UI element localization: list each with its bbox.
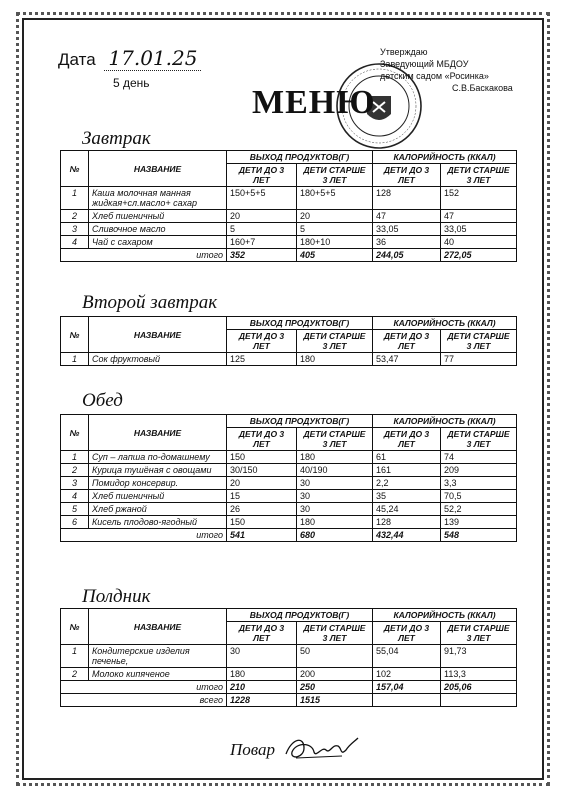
row-num: 1 — [61, 645, 89, 668]
output-under3: 15 — [227, 490, 297, 503]
cook-signature — [282, 732, 362, 766]
calories-under3: 35 — [373, 490, 441, 503]
date-value: 17.01.25 — [104, 46, 201, 71]
row-num: 5 — [61, 503, 89, 516]
dish-name: Молоко кипяченое — [89, 668, 227, 681]
col-under3: ДЕТИ ДО 3 ЛЕТ — [373, 622, 441, 645]
col-over3: ДЕТИ СТАРШЕ 3 ЛЕТ — [297, 330, 373, 353]
total-calories-over3: 205,06 — [441, 681, 517, 694]
col-under3: ДЕТИ ДО 3 ЛЕТ — [373, 164, 441, 187]
col-calories: КАЛОРИЙНОСТЬ (ККАЛ) — [373, 151, 517, 164]
col-calories: КАЛОРИЙНОСТЬ (ККАЛ) — [373, 317, 517, 330]
output-under3: 180 — [227, 668, 297, 681]
approve-line-3: детским садом «Росинка» — [380, 71, 489, 81]
calories-under3: 55,04 — [373, 645, 441, 668]
calories-under3: 53,47 — [373, 353, 441, 366]
total-output-under3: 352 — [227, 249, 297, 262]
row-num: 1 — [61, 187, 89, 210]
grand-total-label: всего — [61, 694, 227, 707]
breakfast-table — [60, 150, 517, 262]
output-over3: 30 — [297, 477, 373, 490]
table-row — [61, 503, 517, 516]
col-over3: ДЕТИ СТАРШЕ 3 ЛЕТ — [297, 622, 373, 645]
output-under3: 20 — [227, 477, 297, 490]
output-over3: 180 — [297, 353, 373, 366]
table-row — [61, 464, 517, 477]
calories-over3: 209 — [441, 464, 517, 477]
table-row — [61, 451, 517, 464]
calories-over3: 113,3 — [441, 668, 517, 681]
total-row — [61, 529, 517, 542]
calories-over3: 47 — [441, 210, 517, 223]
output-under3: 150+5+5 — [227, 187, 297, 210]
total-row — [61, 249, 517, 262]
dish-name: Кондитерские изделия печенье, — [89, 645, 227, 668]
total-calories-under3: 432,44 — [373, 529, 441, 542]
col-num: № — [61, 609, 89, 645]
col-over3: ДЕТИ СТАРШЕ 3 ЛЕТ — [441, 622, 517, 645]
section-title-lunch: Обед — [82, 390, 123, 411]
col-name: НАЗВАНИЕ — [89, 609, 227, 645]
dish-name: Хлеб ржаной — [89, 503, 227, 516]
grand-output-over3: 1515 — [297, 694, 373, 707]
row-num: 4 — [61, 490, 89, 503]
table-row — [61, 210, 517, 223]
row-num: 2 — [61, 668, 89, 681]
col-output: ВЫХОД ПРОДУКТОВ(Г) — [227, 317, 373, 330]
table-row — [61, 490, 517, 503]
dish-name: Чай с сахаром — [89, 236, 227, 249]
table-row — [61, 223, 517, 236]
col-over3: ДЕТИ СТАРШЕ 3 ЛЕТ — [441, 330, 517, 353]
calories-over3: 3,3 — [441, 477, 517, 490]
output-over3: 30 — [297, 503, 373, 516]
col-over3: ДЕТИ СТАРШЕ 3 ЛЕТ — [297, 164, 373, 187]
output-over3: 200 — [297, 668, 373, 681]
calories-under3: 36 — [373, 236, 441, 249]
output-under3: 125 — [227, 353, 297, 366]
col-under3: ДЕТИ ДО 3 ЛЕТ — [227, 164, 297, 187]
calories-over3: 70,5 — [441, 490, 517, 503]
row-num: 2 — [61, 210, 89, 223]
col-name: НАЗВАНИЕ — [89, 317, 227, 353]
col-output: ВЫХОД ПРОДУКТОВ(Г) — [227, 415, 373, 428]
empty-cell — [441, 694, 517, 707]
dish-name: Суп – лапша по-домашнему — [89, 451, 227, 464]
second-breakfast-table — [60, 316, 517, 366]
row-num: 4 — [61, 236, 89, 249]
calories-over3: 52,2 — [441, 503, 517, 516]
col-name: НАЗВАНИЕ — [89, 415, 227, 451]
output-over3: 40/190 — [297, 464, 373, 477]
day-label: 5 день — [113, 76, 150, 90]
output-under3: 20 — [227, 210, 297, 223]
col-output: ВЫХОД ПРОДУКТОВ(Г) — [227, 609, 373, 622]
table-row — [61, 477, 517, 490]
output-over3: 180+10 — [297, 236, 373, 249]
row-num: 2 — [61, 464, 89, 477]
calories-under3: 47 — [373, 210, 441, 223]
table-row — [61, 645, 517, 668]
col-num: № — [61, 151, 89, 187]
table-row — [61, 187, 517, 210]
output-under3: 5 — [227, 223, 297, 236]
dish-name: Сливочное масло — [89, 223, 227, 236]
calories-over3: 40 — [441, 236, 517, 249]
total-calories-under3: 244,05 — [373, 249, 441, 262]
calories-over3: 139 — [441, 516, 517, 529]
table-row — [61, 516, 517, 529]
total-output-over3: 680 — [297, 529, 373, 542]
grand-total-row — [61, 694, 517, 707]
total-output-over3: 405 — [297, 249, 373, 262]
row-num: 1 — [61, 353, 89, 366]
calories-under3: 128 — [373, 516, 441, 529]
col-output: ВЫХОД ПРОДУКТОВ(Г) — [227, 151, 373, 164]
calories-under3: 102 — [373, 668, 441, 681]
row-num: 3 — [61, 477, 89, 490]
calories-under3: 2,2 — [373, 477, 441, 490]
total-row — [61, 681, 517, 694]
dish-name: Сок фруктовый — [89, 353, 227, 366]
output-over3: 180+5+5 — [297, 187, 373, 210]
col-under3: ДЕТИ ДО 3 ЛЕТ — [373, 330, 441, 353]
col-over3: ДЕТИ СТАРШЕ 3 ЛЕТ — [297, 428, 373, 451]
dish-name: Хлеб пшеничный — [89, 210, 227, 223]
dish-name: Помидор консервир. — [89, 477, 227, 490]
row-num: 3 — [61, 223, 89, 236]
col-under3: ДЕТИ ДО 3 ЛЕТ — [227, 622, 297, 645]
col-under3: ДЕТИ ДО 3 ЛЕТ — [227, 330, 297, 353]
col-over3: ДЕТИ СТАРШЕ 3 ЛЕТ — [441, 428, 517, 451]
snack-table — [60, 608, 517, 707]
output-over3: 180 — [297, 516, 373, 529]
approve-line-2: Заведующий МБДОУ — [380, 59, 469, 69]
total-label: итого — [61, 529, 227, 542]
cook-label: Повар — [230, 740, 276, 759]
output-over3: 180 — [297, 451, 373, 464]
section-title-snack: Полдник — [82, 586, 151, 607]
output-over3: 30 — [297, 490, 373, 503]
calories-over3: 91,73 — [441, 645, 517, 668]
calories-under3: 161 — [373, 464, 441, 477]
calories-under3: 33,05 — [373, 223, 441, 236]
col-name: НАЗВАНИЕ — [89, 151, 227, 187]
page-title: МЕНЮ — [252, 84, 376, 121]
output-over3: 50 — [297, 645, 373, 668]
total-output-under3: 210 — [227, 681, 297, 694]
calories-under3: 45,24 — [373, 503, 441, 516]
output-under3: 30 — [227, 645, 297, 668]
col-num: № — [61, 317, 89, 353]
calories-over3: 74 — [441, 451, 517, 464]
col-num: № — [61, 415, 89, 451]
calories-over3: 33,05 — [441, 223, 517, 236]
approve-line-4: С.В.Баскакова — [452, 83, 513, 93]
table-row — [61, 353, 517, 366]
output-under3: 26 — [227, 503, 297, 516]
dish-name: Хлеб пшеничный — [89, 490, 227, 503]
row-num: 6 — [61, 516, 89, 529]
output-under3: 150 — [227, 451, 297, 464]
dish-name: Кисель плодово-ягодный — [89, 516, 227, 529]
lunch-table — [60, 414, 517, 542]
calories-over3: 77 — [441, 353, 517, 366]
output-under3: 160+7 — [227, 236, 297, 249]
calories-under3: 128 — [373, 187, 441, 210]
output-under3: 30/150 — [227, 464, 297, 477]
output-over3: 20 — [297, 210, 373, 223]
col-calories: КАЛОРИЙНОСТЬ (ККАЛ) — [373, 609, 517, 622]
calories-under3: 61 — [373, 451, 441, 464]
col-under3: ДЕТИ ДО 3 ЛЕТ — [227, 428, 297, 451]
calories-over3: 152 — [441, 187, 517, 210]
total-label: итого — [61, 249, 227, 262]
table-row — [61, 668, 517, 681]
grand-output-under3: 1228 — [227, 694, 297, 707]
col-under3: ДЕТИ ДО 3 ЛЕТ — [373, 428, 441, 451]
total-output-under3: 541 — [227, 529, 297, 542]
total-calories-over3: 548 — [441, 529, 517, 542]
col-calories: КАЛОРИЙНОСТЬ (ККАЛ) — [373, 415, 517, 428]
approve-line-1: Утверждаю — [380, 47, 428, 57]
total-label: итого — [61, 681, 227, 694]
col-over3: ДЕТИ СТАРШЕ 3 ЛЕТ — [441, 164, 517, 187]
section-title-breakfast: Завтрак — [82, 128, 151, 149]
section-title-second-breakfast: Второй завтрак — [82, 292, 218, 313]
total-calories-over3: 272,05 — [441, 249, 517, 262]
output-under3: 150 — [227, 516, 297, 529]
date-label: Дата — [58, 50, 96, 69]
empty-cell — [373, 694, 441, 707]
date-line — [58, 46, 201, 70]
total-calories-under3: 157,04 — [373, 681, 441, 694]
row-num: 1 — [61, 451, 89, 464]
output-over3: 5 — [297, 223, 373, 236]
dish-name: Каша молочная манная жидкая+сл.масло+ сахар — [89, 187, 227, 210]
total-output-over3: 250 — [297, 681, 373, 694]
dish-name: Курица тушёная с овощами — [89, 464, 227, 477]
approval-block — [380, 46, 513, 94]
table-row — [61, 236, 517, 249]
